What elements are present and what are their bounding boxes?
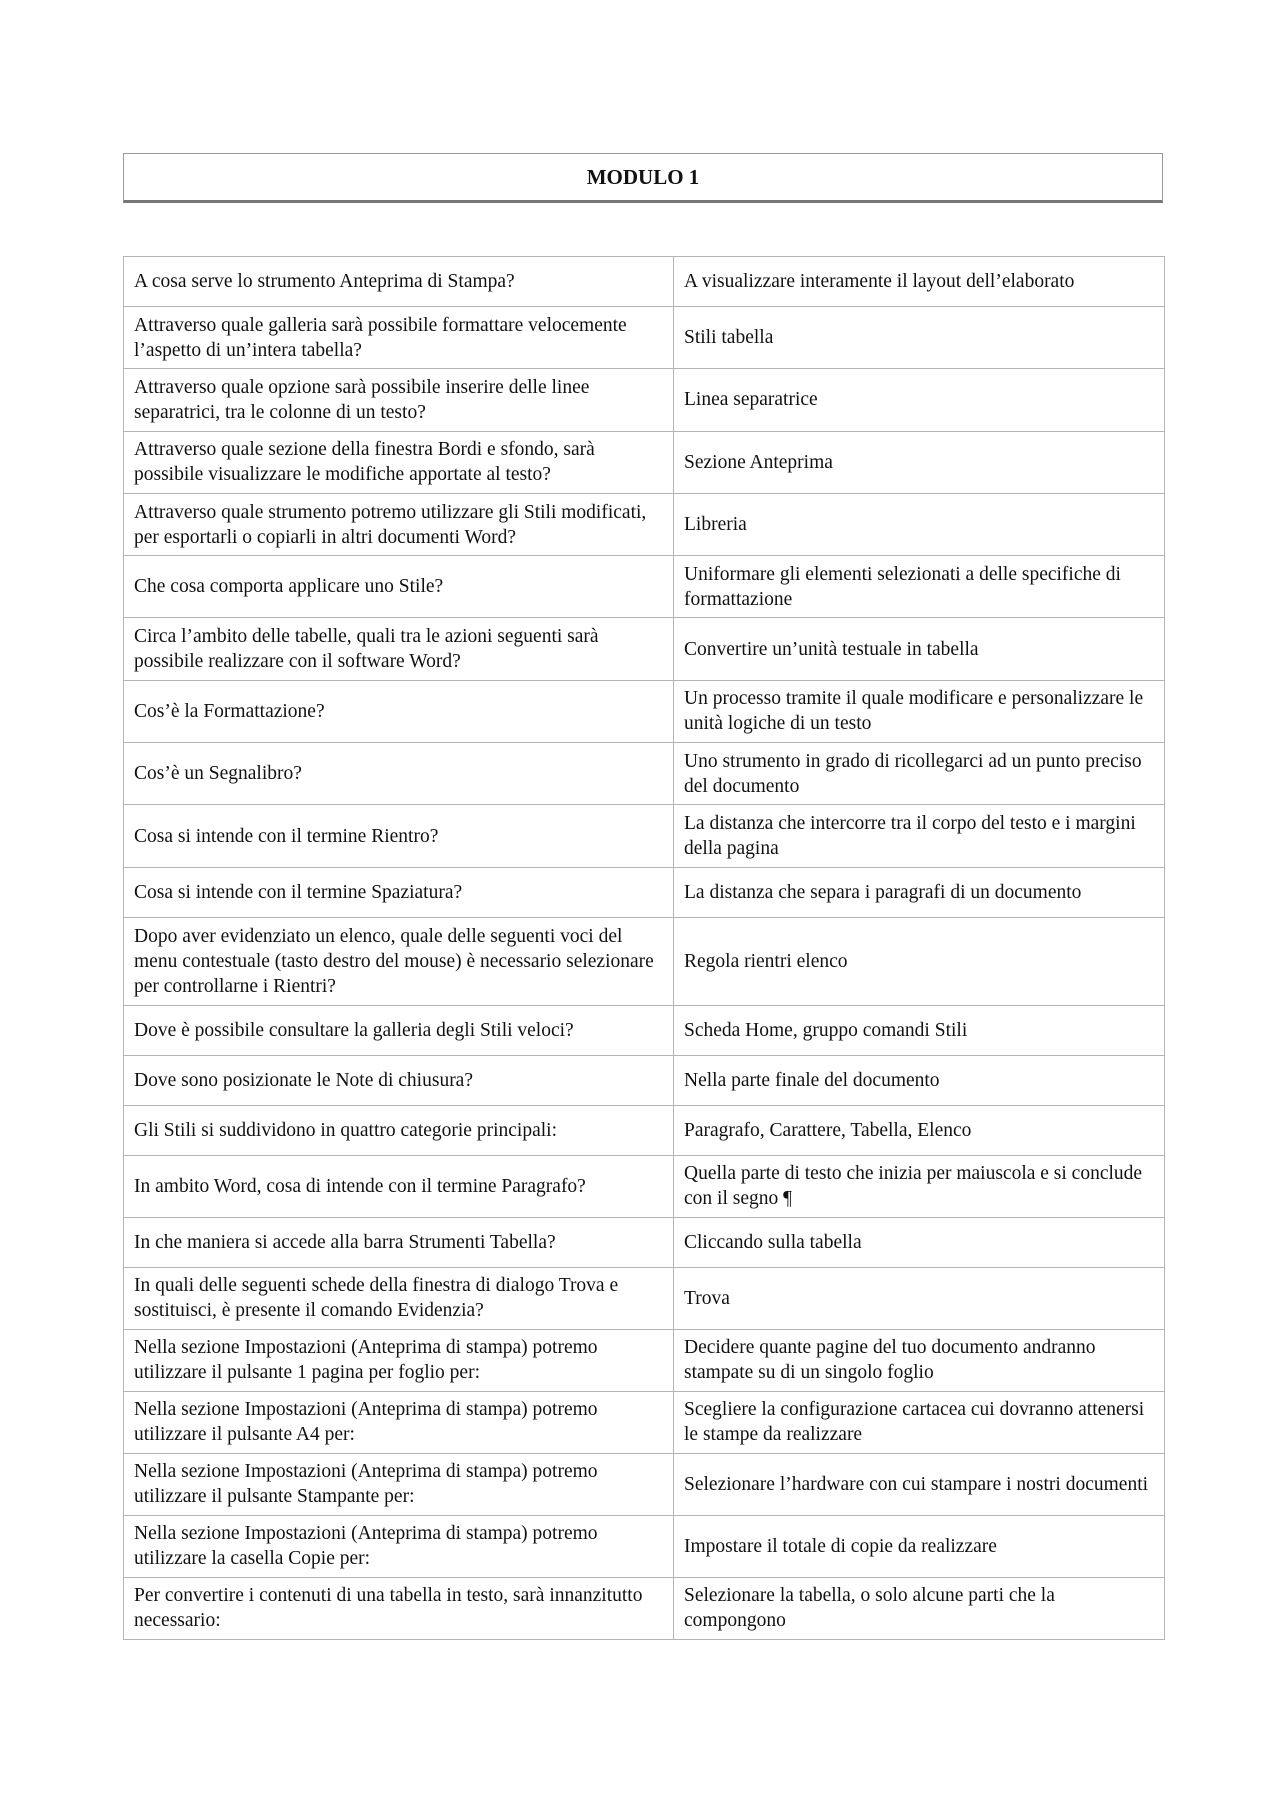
answer-cell: Convertire un’unità testuale in tabella xyxy=(674,618,1165,680)
question-cell: Cos’è la Formattazione? xyxy=(124,680,674,742)
question-cell: Per convertire i contenuti di una tabella in testo, sarà innanzitutto necessario: xyxy=(124,1577,674,1639)
answer-cell: Sezione Anteprima xyxy=(674,431,1165,493)
answer-cell: Paragrafo, Carattere, Tabella, Elenco xyxy=(674,1105,1165,1155)
question-cell: Attraverso quale opzione sarà possibile inserire delle linee separatrici, tra le colonne di un testo? xyxy=(124,369,674,431)
table-row xyxy=(124,867,1165,917)
table-row xyxy=(124,618,1165,680)
table-row xyxy=(124,680,1165,742)
table-row xyxy=(124,1217,1165,1267)
answer-cell: Uniformare gli elementi selezionati a delle specifiche di formattazione xyxy=(674,556,1165,618)
table-row xyxy=(124,369,1165,431)
table-row xyxy=(124,307,1165,369)
question-cell: Dove sono posizionate le Note di chiusura? xyxy=(124,1055,674,1105)
table-row xyxy=(124,1267,1165,1329)
question-cell: Dove è possibile consultare la galleria degli Stili veloci? xyxy=(124,1005,674,1055)
answer-cell: Trova xyxy=(674,1267,1165,1329)
answer-cell: Quella parte di testo che inizia per maiuscola e si conclude con il segno ¶ xyxy=(674,1155,1165,1217)
table-row xyxy=(124,493,1165,555)
table-row xyxy=(124,1577,1165,1639)
answer-cell: La distanza che intercorre tra il corpo del testo e i margini della pagina xyxy=(674,805,1165,867)
question-cell: In quali delle seguenti schede della finestra di dialogo Trova e sostituisci, è presente il comando Evidenzia? xyxy=(124,1267,674,1329)
table-row xyxy=(124,1391,1165,1453)
question-cell: Nella sezione Impostazioni (Anteprima di stampa) potremo utilizzare il pulsante Stampante per: xyxy=(124,1453,674,1515)
question-cell: Attraverso quale sezione della finestra Bordi e sfondo, sarà possibile visualizzare le modifiche apportate al testo? xyxy=(124,431,674,493)
answer-cell: Cliccando sulla tabella xyxy=(674,1217,1165,1267)
answer-cell: Impostare il totale di copie da realizzare xyxy=(674,1515,1165,1577)
answer-cell: Selezionare la tabella, o solo alcune parti che la compongono xyxy=(674,1577,1165,1639)
answer-cell: La distanza che separa i paragrafi di un documento xyxy=(674,867,1165,917)
table-row xyxy=(124,805,1165,867)
answer-cell: Un processo tramite il quale modificare e personalizzare le unità logiche di un testo xyxy=(674,680,1165,742)
table-row xyxy=(124,1005,1165,1055)
answer-cell: Linea separatrice xyxy=(674,369,1165,431)
table-row xyxy=(124,1105,1165,1155)
question-cell: Cos’è un Segnalibro? xyxy=(124,743,674,805)
module-title xyxy=(123,153,1163,203)
question-cell: In ambito Word, cosa di intende con il termine Paragrafo? xyxy=(124,1155,674,1217)
table-row xyxy=(124,1453,1165,1515)
answer-cell: Selezionare l’hardware con cui stampare i nostri documenti xyxy=(674,1453,1165,1515)
question-cell: A cosa serve lo strumento Anteprima di Stampa? xyxy=(124,257,674,307)
answer-cell: A visualizzare interamente il layout dell’elaborato xyxy=(674,257,1165,307)
table-row xyxy=(124,556,1165,618)
question-cell: Nella sezione Impostazioni (Anteprima di stampa) potremo utilizzare il pulsante 1 pagina per foglio per: xyxy=(124,1329,674,1391)
table-row xyxy=(124,743,1165,805)
question-cell: Gli Stili si suddividono in quattro categorie principali: xyxy=(124,1105,674,1155)
answer-cell: Libreria xyxy=(674,493,1165,555)
question-cell: Circa l’ambito delle tabelle, quali tra le azioni seguenti sarà possibile realizzare con il software Word? xyxy=(124,618,674,680)
question-cell: Cosa si intende con il termine Rientro? xyxy=(124,805,674,867)
table-row xyxy=(124,431,1165,493)
table-row xyxy=(124,1329,1165,1391)
module-title-text: MODULO 1 xyxy=(586,164,700,189)
table-row xyxy=(124,1515,1165,1577)
answer-cell: Uno strumento in grado di ricollegarci ad un punto preciso del documento xyxy=(674,743,1165,805)
question-cell: Nella sezione Impostazioni (Anteprima di stampa) potremo utilizzare la casella Copie per: xyxy=(124,1515,674,1577)
question-cell: In che maniera si accede alla barra Strumenti Tabella? xyxy=(124,1217,674,1267)
table-row xyxy=(124,917,1165,1005)
answer-cell: Scegliere la configurazione cartacea cui dovranno attenersi le stampe da realizzare xyxy=(674,1391,1165,1453)
answer-cell: Nella parte finale del documento xyxy=(674,1055,1165,1105)
table-row xyxy=(124,1055,1165,1105)
question-cell: Dopo aver evidenziato un elenco, quale delle seguenti voci del menu contestuale (tasto destro del mouse) è necessario selezionare per controllarne i Rientri? xyxy=(124,917,674,1005)
table-row xyxy=(124,257,1165,307)
question-cell: Nella sezione Impostazioni (Anteprima di stampa) potremo utilizzare il pulsante A4 per: xyxy=(124,1391,674,1453)
table-row xyxy=(124,1155,1165,1217)
answer-cell: Scheda Home, gruppo comandi Stili xyxy=(674,1005,1165,1055)
question-cell: Attraverso quale galleria sarà possibile formattare velocemente l’aspetto di un’intera tabella? xyxy=(124,307,674,369)
question-cell: Cosa si intende con il termine Spaziatura? xyxy=(124,867,674,917)
question-cell: Che cosa comporta applicare uno Stile? xyxy=(124,556,674,618)
answer-cell: Stili tabella xyxy=(674,307,1165,369)
question-cell: Attraverso quale strumento potremo utilizzare gli Stili modificati, per esportarli o copiarli in altri documenti Word? xyxy=(124,493,674,555)
answer-cell: Regola rientri elenco xyxy=(674,917,1165,1005)
answer-cell: Decidere quante pagine del tuo documento andranno stampate su di un singolo foglio xyxy=(674,1329,1165,1391)
qa-table xyxy=(123,256,1165,1640)
